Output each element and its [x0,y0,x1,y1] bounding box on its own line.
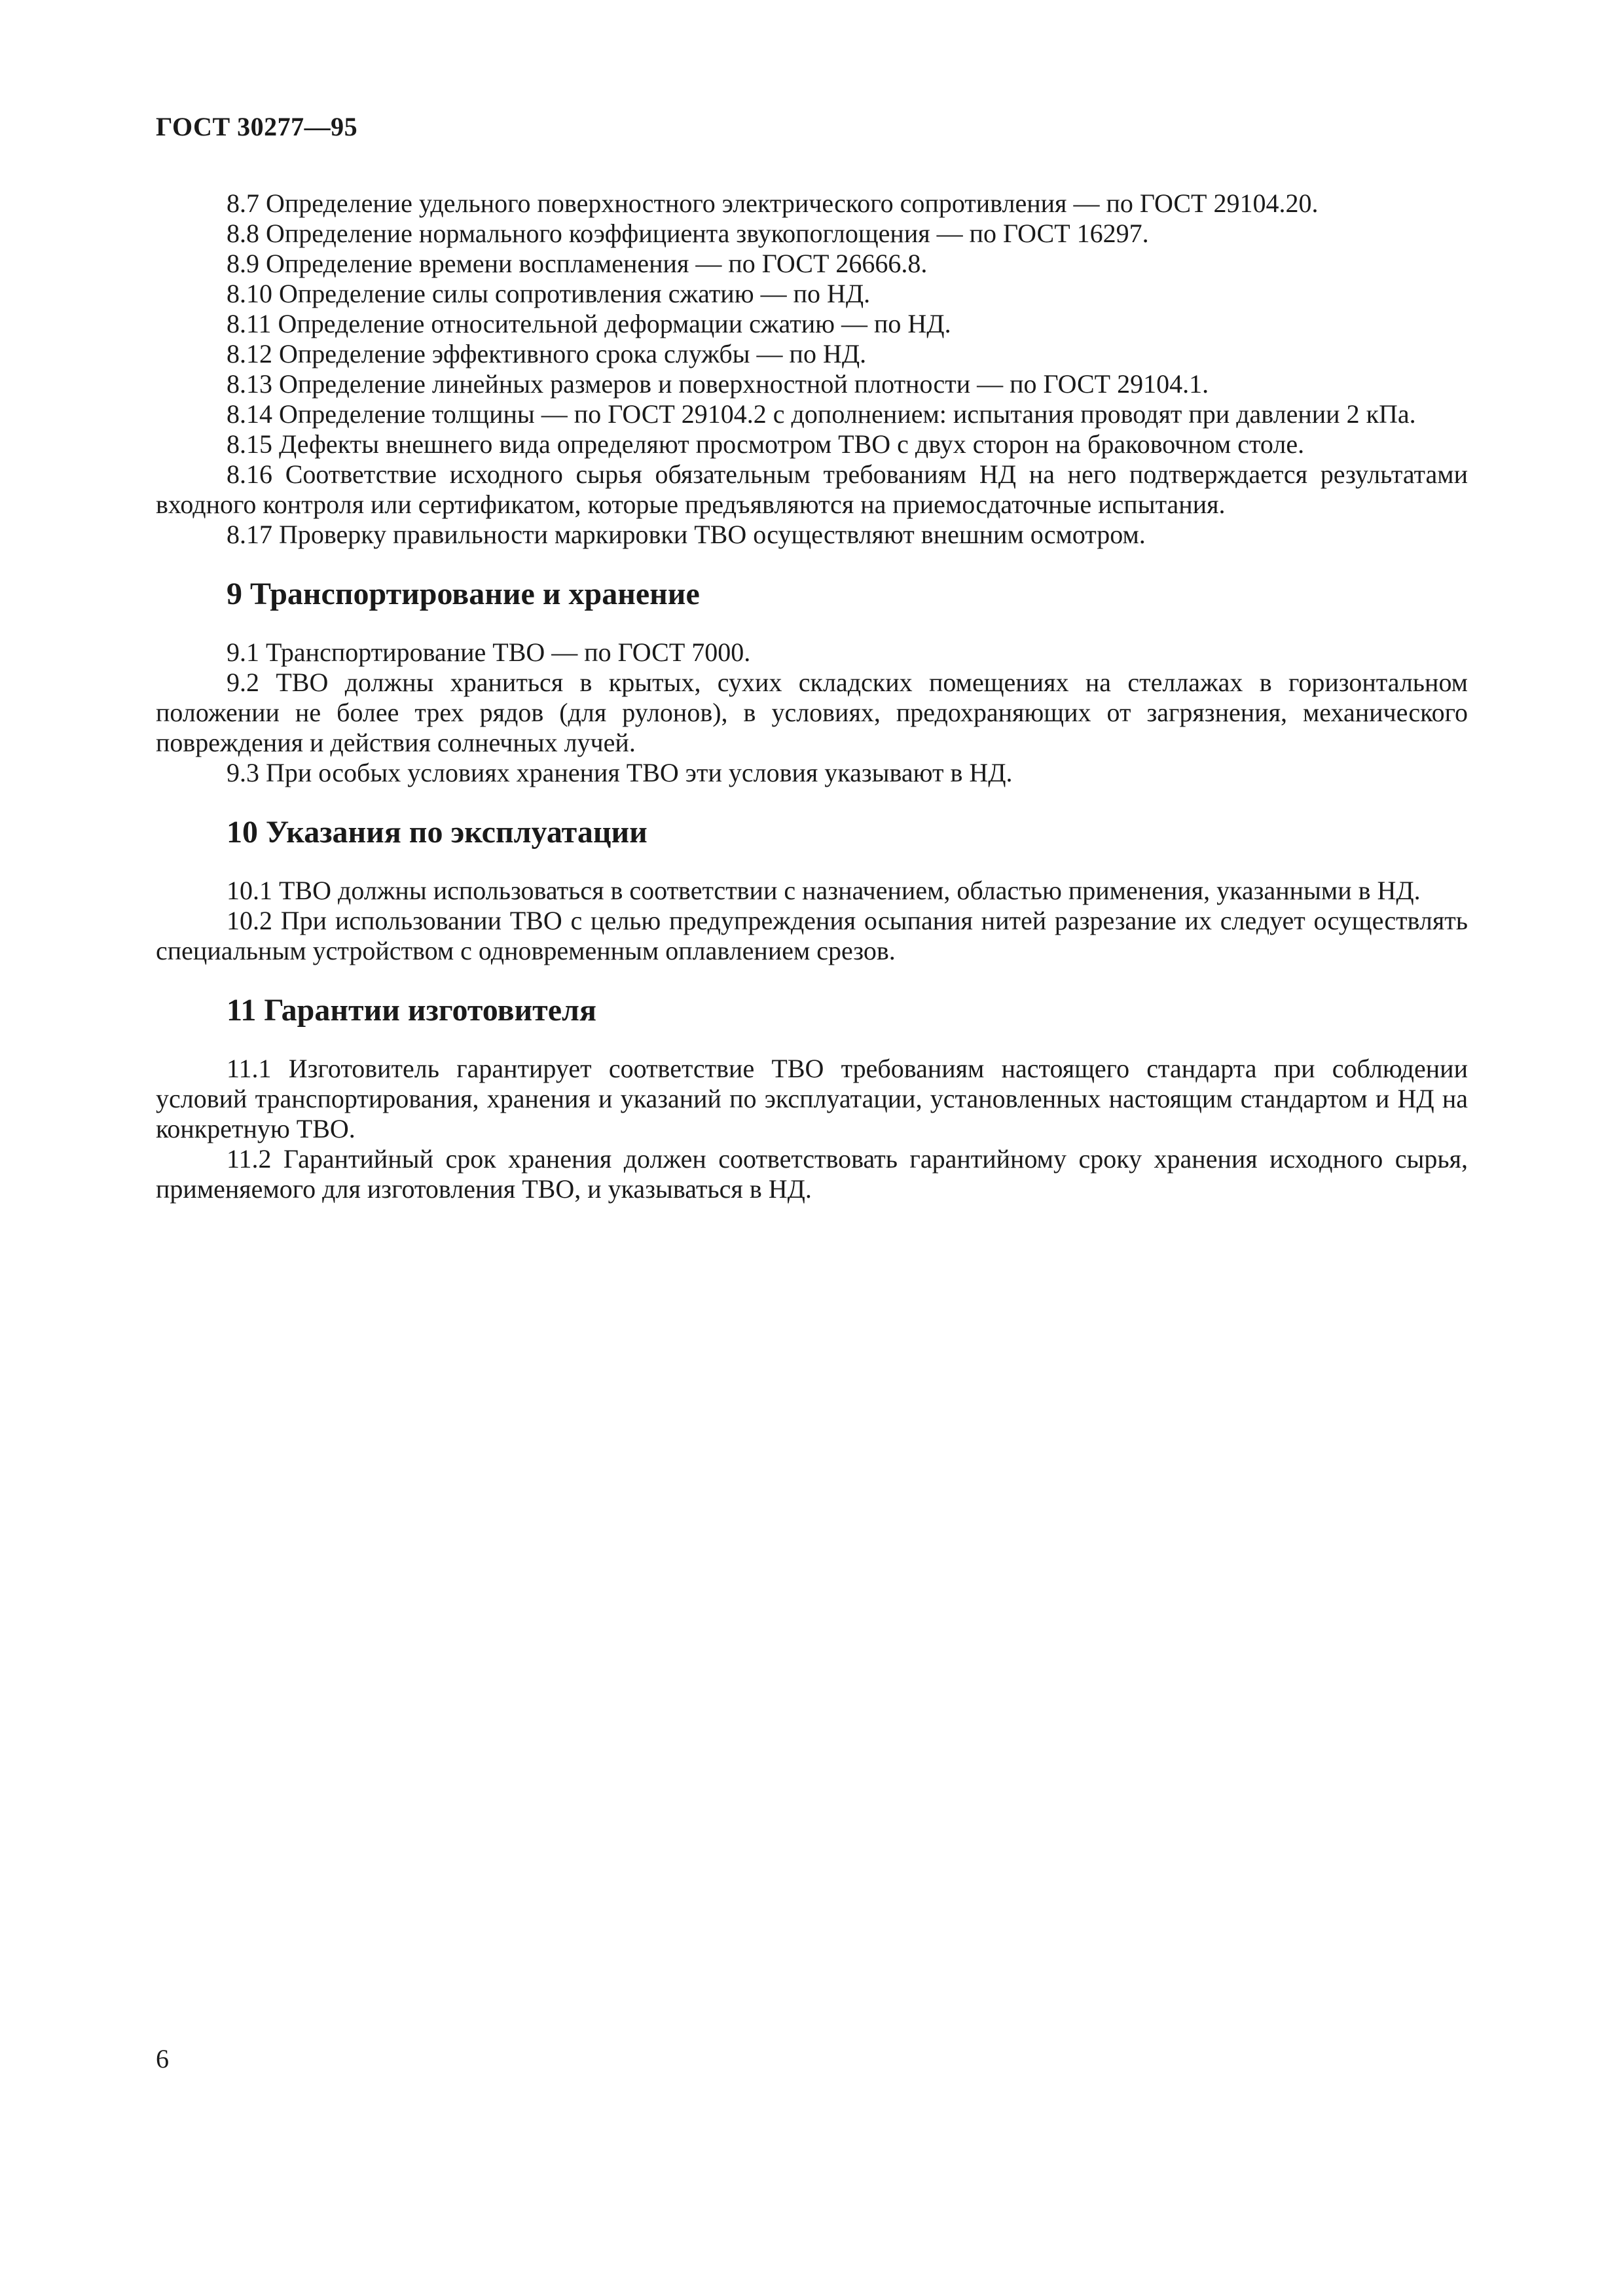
clause-8-14: 8.14 Определение толщины — по ГОСТ 29104.2 с дополнением: испытания проводят при давлении 2 кПа. [227,399,1416,429]
clause-8-16: 8.16 Соответствие исходного сырья обязательным требованиям НД на него подтверждается результатами входного контроля или сертификатом, которые предъявляются на приемосдаточные испытания. [156,459,1468,519]
clause-8-7: 8.7 Определение удельного поверхностного электрического сопротивления — по ГОСТ 29104.20. [227,188,1319,218]
clause-8-10: 8.10 Определение силы сопротивления сжатию — по НД. [227,279,871,308]
document-body [156,188,1468,1204]
clause-9-2: 9.2 ТВО должны храниться в крытых, сухих складских помещениях на стеллажах в горизонтальном положении не более трех рядов (для рулонов), в условиях, предохраняющих от загрязнения, механического повреждения и действия солнечных лучей. [156,668,1468,757]
section-8-continued [156,188,1468,550]
document-code-header: ГОСТ 30277—95 [156,112,358,141]
clause-8-9: 8.9 Определение времени воспламенения — по ГОСТ 26666.8. [227,249,928,278]
clause-8-17: 8.17 Проверку правильности маркировки ТВО осуществляют внешним осмотром. [227,520,1146,549]
section-11-title: 11 Гарантии изготовителя [227,993,596,1028]
clause-8-12: 8.12 Определение эффективного срока службы — по НД. [227,339,867,368]
section-10-title: 10 Указания по эксплуатации [227,815,647,850]
clause-10-2: 10.2 При использовании ТВО с целью предупреждения осыпания нитей разрезание их следует осуществлять специальным устройством с одновременным оплавлением срезов. [156,906,1468,965]
section-11 [156,992,1468,1204]
clause-11-1: 11.1 Изготовитель гарантирует соответствие ТВО требованиям настоящего стандарта при соблюдении условий транспортирования, хранения и указаний по эксплуатации, установленных настоящим стандартом и НД на конкретную ТВО. [156,1054,1468,1143]
clause-9-3: 9.3 При особых условиях хранения ТВО эти условия указывают в НД. [227,758,1013,787]
clause-8-8: 8.8 Определение нормального коэффициента звукопоглощения — по ГОСТ 16297. [227,219,1149,248]
clause-8-15: 8.15 Дефекты внешнего вида определяют просмотром ТВО с двух сторон на браковочном столе. [227,429,1305,459]
clause-11-2: 11.2 Гарантийный срок хранения должен соответствовать гарантийному сроку хранения исходного сырья, применяемого для изготовления ТВО, и указываться в НД. [156,1144,1468,1204]
clause-8-11: 8.11 Определение относительной деформации сжатию — по НД. [227,309,951,338]
page-number: 6 [156,2044,169,2073]
clause-8-13: 8.13 Определение линейных размеров и поверхностной плотности — по ГОСТ 29104.1. [227,369,1209,399]
section-9-title: 9 Транспортирование и хранение [227,577,700,611]
clause-10-1: 10.1 ТВО должны использоваться в соответствии с назначением, областью применения, указанными в НД. [227,876,1421,905]
section-10 [156,814,1468,966]
clause-9-1: 9.1 Транспортирование ТВО — по ГОСТ 7000. [227,637,751,667]
section-9 [156,576,1468,788]
